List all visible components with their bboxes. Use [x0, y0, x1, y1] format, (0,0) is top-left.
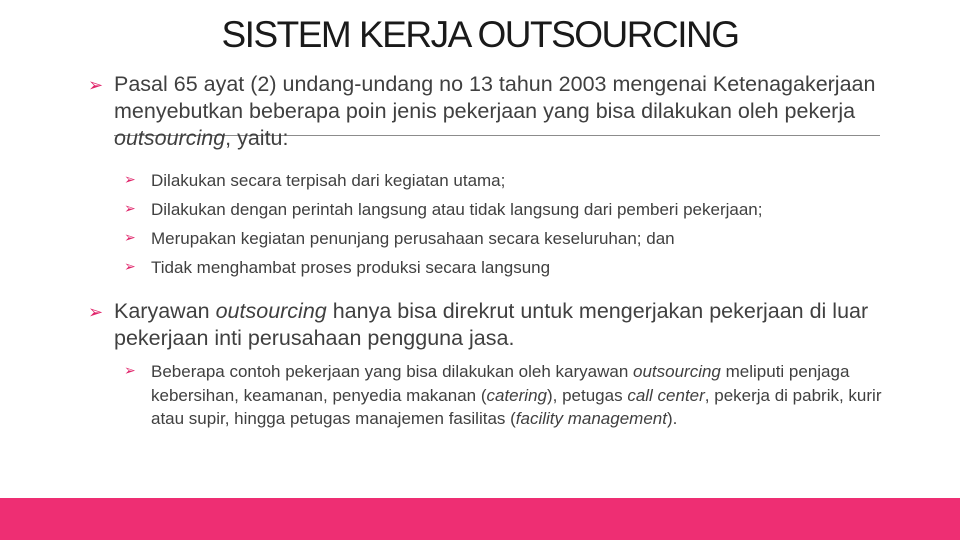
bullet-text-part: hanya bisa direkrut untuk mengerjakan pekerjaan di luar pekerjaan inti perusahaan pengguna jasa. — [114, 299, 869, 350]
sub-bullet-item — [124, 166, 505, 195]
accent-footer-bar — [0, 498, 960, 540]
sub-bullet-text: Merupakan kegiatan penunjang perusahaan secara keseluruhan; dan — [151, 229, 675, 248]
sub-bullet-text: Dilakukan dengan perintah langsung atau tidak langsung dari pemberi pekerjaan; — [151, 200, 763, 219]
bullet-italic-term: outsourcing — [114, 126, 226, 150]
sub-bullet-text: Dilakukan secara terpisah dari kegiatan utama; — [151, 171, 506, 190]
bullet-text-part: , yaitu: — [225, 126, 289, 150]
bullet-text-part: Beberapa contoh pekerjaan yang bisa dilakukan oleh karyawan — [151, 362, 633, 381]
bullet-italic-term: facility management — [515, 409, 667, 428]
bullet-text-part: Pasal 65 ayat (2) undang-undang no 13 tahun 2003 mengenai Ketenagakerjaan menyebutkan beberapa poin jenis pekerjaan yang bisa dilakukan oleh pekerja — [114, 72, 876, 123]
arrowhead-bullet-icon: ➢ — [88, 75, 104, 96]
bullet-italic-term: outsourcing — [215, 299, 327, 323]
sub-bullet-item — [124, 224, 675, 253]
sub-bullet-text: Tidak menghambat proses produksi secara langsung — [151, 258, 551, 277]
arrowhead-bullet-icon: ➢ — [124, 172, 136, 188]
main-bullet-text — [114, 71, 878, 152]
main-bullet-pasal-65 — [88, 71, 878, 152]
bullet-text-part: meliputi penjaga kebersihan, keamanan, penyedia makanan ( — [151, 362, 850, 405]
slide-title: SISTEM KERJA OUTSOURCING — [221, 14, 739, 55]
arrowhead-bullet-icon: ➢ — [124, 201, 136, 217]
arrowhead-bullet-icon: ➢ — [124, 363, 136, 379]
bullet-italic-term: call center — [627, 385, 705, 405]
sub-bullet-examples — [124, 360, 884, 431]
bullet-text-part: ). — [666, 409, 678, 428]
bullet-italic-term: outsourcing — [633, 362, 721, 381]
arrowhead-bullet-icon: ➢ — [88, 302, 104, 323]
arrowhead-bullet-icon: ➢ — [124, 259, 136, 275]
sub-bullet-item — [124, 195, 762, 224]
main-bullet-text — [114, 298, 878, 352]
main-bullet-karyawan — [88, 298, 878, 352]
sub-bullet-text — [151, 360, 884, 431]
bullet-text-part: Karyawan — [114, 299, 216, 323]
arrowhead-bullet-icon: ➢ — [124, 230, 136, 246]
bullet-text-part: , pekerja di pabrik, kurir atau supir, hingga petugas manajemen fasilitas ( — [151, 385, 882, 428]
bullet-italic-term: catering — [486, 385, 547, 405]
sub-bullet-item — [124, 253, 550, 282]
bullet-text-part: ), petugas — [546, 385, 628, 405]
